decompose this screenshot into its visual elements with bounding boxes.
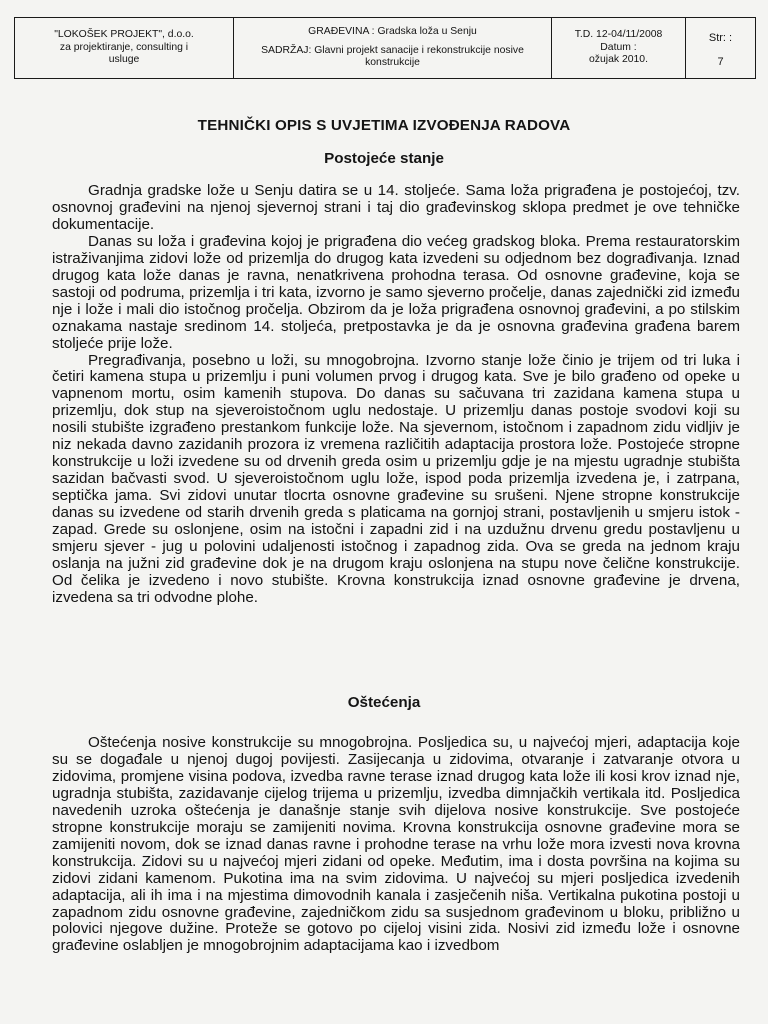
td-number: T.D. 12-04/11/2008 xyxy=(574,29,663,41)
paragraph: Oštećenja nosive konstrukcije su mnogobrojna. Posljedica su, u najvećoj mjeri, adaptacija koje su se događale u njenoj dugoj povijesti. Zasijecanja u zidovima, otvaranje i zatvaranje otvora u zidovima, promjene visina podova, izvedba ravne terase iznad drugog kata lože ili kosi krov iznad nje, ugradnja stubišta, zazidavanje cijelog trijema u prizemlju, izvedba dimnjačkih vertikala itd. Posljedica navedenih uzroka oštećenja je današnje stanje svih dijelova nosive konstrukcije. Sve postojeće stropne konstrukcije moraju se zamijeniti novima. Krovna konstrukcija osnovne građevine mora se zamijeniti novom, dok se iznad danas ravne i prohodne terase na vrhu lože mora izvesti nova krovna konstrukcija. Zidovi su u najvećoj mjeri zidani od opeke. Međutim, ima i dosta površina na kojima su zidovi zidani kamenom. Pukotina ima na svim zidovima. U najvećoj su mjeri posljedica izvedenih adaptacija, ali ih ima i na mjestima dimovodnih kanala i zasječenih niša. Vertikalna pukotina postoji u zapadnom zidu osnovne građevine, zajedničkom zidu sa susjednom građevinom u bloku, približno u polovici njegove dužine. Proteže se gotovo po cijeloj visini zida. Nosivi zid između lože i osnovne građevine oslabljen je mnogobrojnim adaptacijama kao i izvedbom xyxy=(52,734,740,955)
page-cell xyxy=(686,18,755,78)
company-line-3: usluge xyxy=(108,54,140,66)
project-content: SADRŽAJ: Glavni projekt sanacije i rekonstrukcije nosive konstrukcije xyxy=(261,44,524,69)
paragraph: Pregrađivanja, posebno u loži, su mnogobrojna. Izvorno stanje lože činio je trijem od tri luka i četiri kamena stupa u prizemlju i puni volumen prvog i drugog kata. Sve je bilo građeno od opeke u vapnenom mortu, osim kamenih stupova. Do danas su sačuvana tri zazidana kamena stupa u prizemlju, dok stup na sjeveroistočnom uglu nedostaje. U prizemlju danas postoje svodovi koji su nosili stubište izgrađeno prestankom funkcije lože. Na sjevernom, istočnom i zapadnom zidu vidljiv je niz nekada davno zazidanih prozora iz vremena različitih adaptacija prostora lože. Postojeće stropne konstrukcije u loži izvedene su od drvenih greda osim u prizemlju gdje je na mjestu ugradnje stubišta sazidan bačvasti svod. U sjeveroistočnom uglu lože, ispod poda prizemlja izvedena je, i zatrpana, septička jama. Svi zidovi unutar tlocrta osnovne građevine su srušeni. Njene stropne konstrukcije danas su izvedene od starih drvenih greda s platicama na gornjoj strani, postavljenih u smjeru istok - zapad. Grede su oslonjene, osim na istočni i zapadni zid i na uzdužnu drvenu gredu postavljenu u smjeru sjever - jug u polovini udaljenosti istočnog i zapadnog zida. Ova se greda na jednom kraju oslanja na južni zid građevine dok je na drugom kraju oslonjena na stupu nove čelične konstrukcije. Od čelika je izvedeno i novo stubište. Krovna konstrukcija iznad osnovne građevine je drvena, izvedena sa tri odvodne plohe. xyxy=(52,351,740,606)
section-heading-damage: Oštećenja xyxy=(347,694,421,711)
section-existing-state-body xyxy=(52,183,740,607)
page-label: Str: : xyxy=(708,32,733,44)
paragraph: Gradnja gradske lože u Senju datira se u 14. stoljeće. Sama loža prigrađena je postojećoj, tzv. osnovnoj građevini na njenoj sjevernoj strani i taj dio građevinskog sklopa predmet je ove tehničke dokumentacije. xyxy=(52,182,740,233)
datum-label: Datum : xyxy=(600,41,637,53)
company-name: "LOKOŠEK PROJEKT", d.o.o. xyxy=(54,29,194,41)
section-damage-body xyxy=(52,735,740,955)
project-building: GRAĐEVINA : Gradska loža u Senju xyxy=(308,26,477,38)
company-cell xyxy=(15,18,234,78)
company-line-2: za projektiranje, consulting i xyxy=(59,41,189,53)
project-cell xyxy=(234,18,552,78)
paragraph: Danas su loža i građevina kojoj je prigrađena dio većeg gradskog bloka. Prema restauratorskim istraživanjima zidovi lože od prizemlja do drugog kata izvedeni su odjednom bez dograđivanja. Iznad drugog kata lože danas je ravna, nenatkrivena prohodna terasa. Od osnovne građevine, koja se sastoji od podruma, prizemlja i tri kata, izvorno je samo sjeverno pročelje, danas zajednički zid između nje i lože i mali dio istočnog pročelja. Obzirom da je loža prigrađena osnovnoj građevini, a po stilskim oznakama nastaje sredinom 14. stoljeća, pretpostavka je da je osnovna građevina građena barem stoljeće prije lože. xyxy=(52,232,740,352)
document-title: TEHNIČKI OPIS S UVJETIMA IZVOĐENJA RADOVA xyxy=(197,117,571,134)
header-table xyxy=(14,17,756,79)
page-number: 7 xyxy=(717,55,724,68)
datum-value: ožujak 2010. xyxy=(589,54,648,66)
document-id-cell xyxy=(552,18,686,78)
section-heading-existing-state: Postojeće stanje xyxy=(324,150,444,167)
